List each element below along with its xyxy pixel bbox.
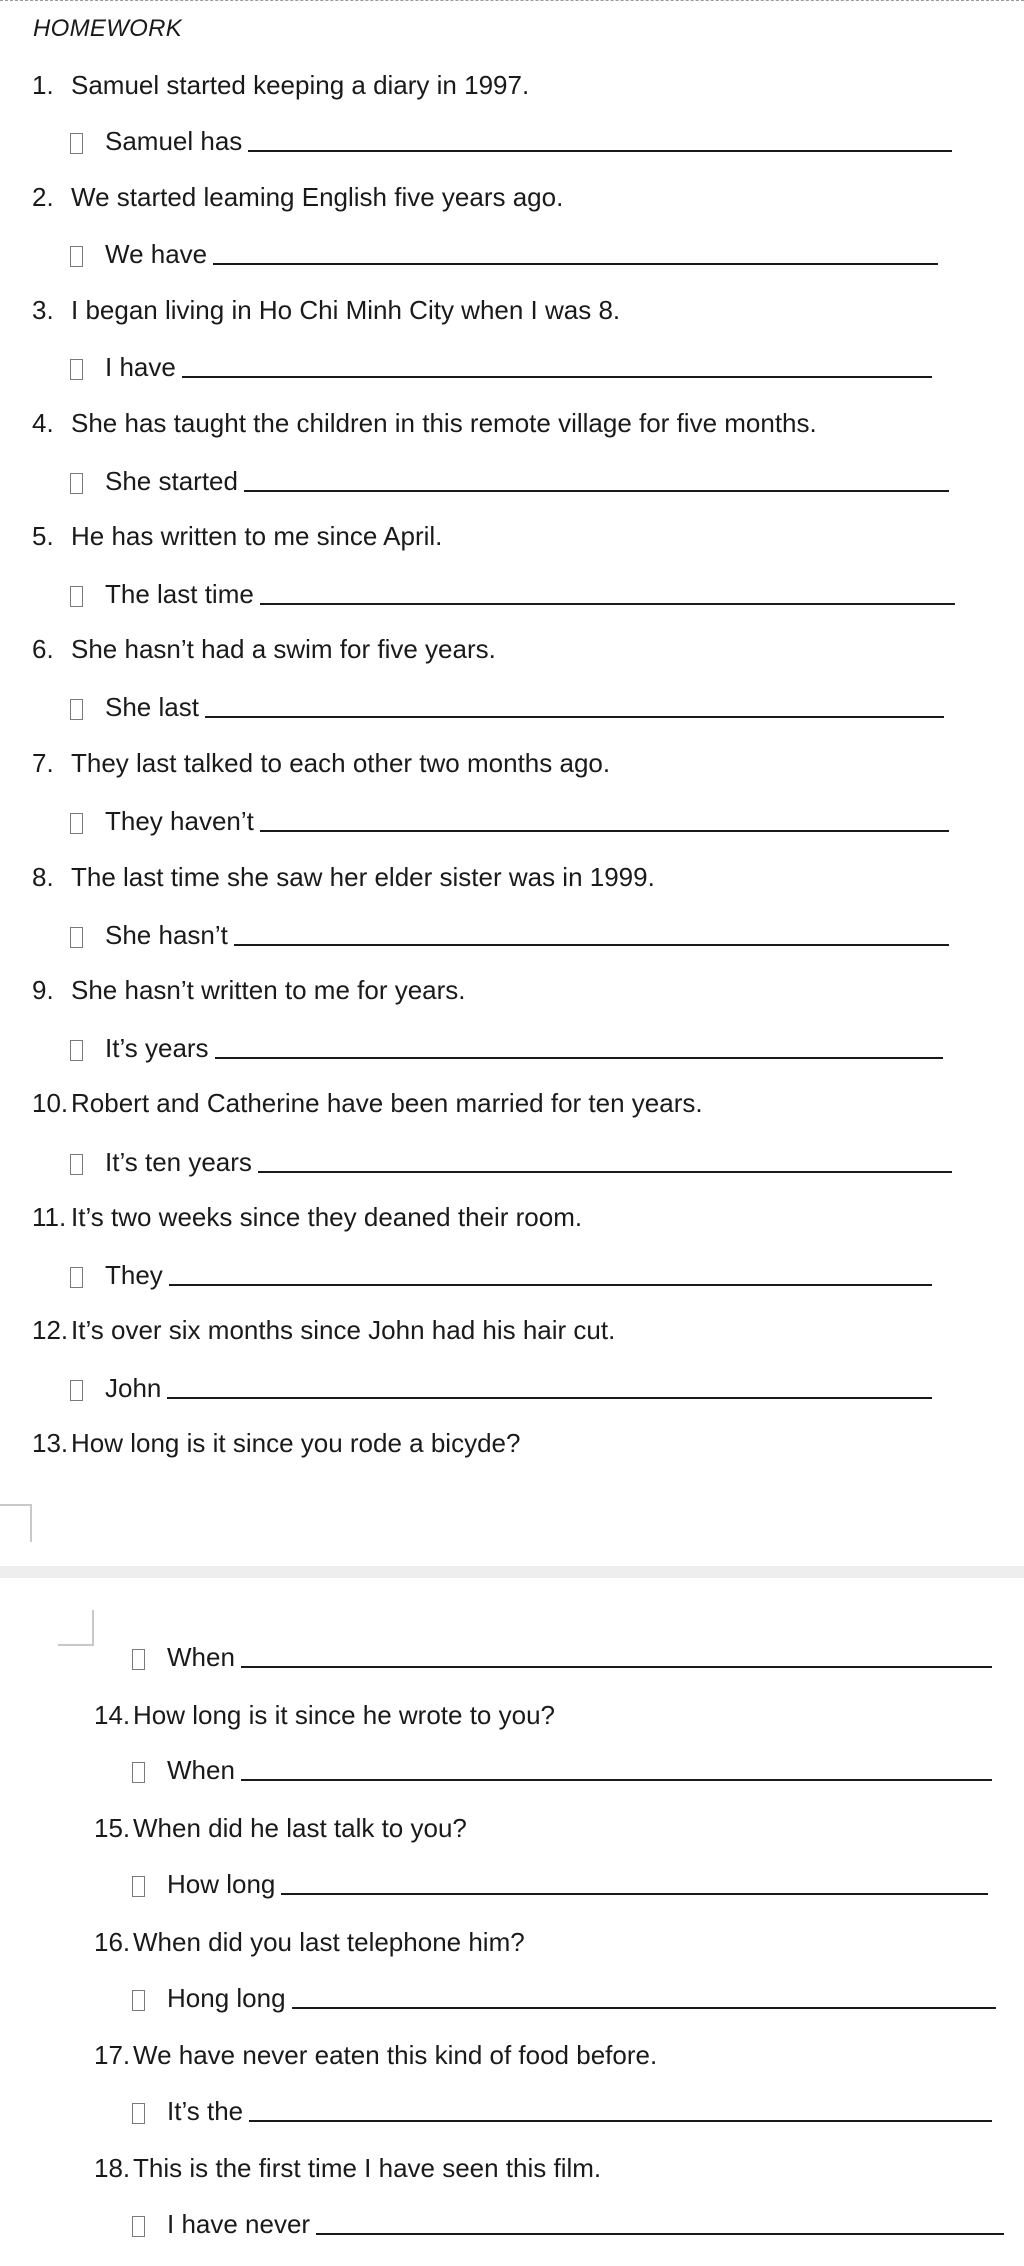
question-number: 17. bbox=[94, 2040, 131, 2070]
answer-row-11 bbox=[70, 1260, 932, 1291]
question-text: Samuel started keeping a diary in 1997. bbox=[71, 70, 530, 100]
question-number: 7. bbox=[32, 748, 54, 778]
answer-row-6 bbox=[70, 692, 944, 723]
answer-row-14 bbox=[132, 1755, 992, 1786]
question-text: When did he last talk to you? bbox=[133, 1813, 467, 1843]
answer-blank-line[interactable] bbox=[260, 602, 955, 605]
question-number: 5. bbox=[32, 521, 54, 551]
question-text: How long is it since you rode a bicyde? bbox=[71, 1428, 521, 1458]
question-number: 9. bbox=[32, 975, 54, 1005]
answer-blank-line[interactable] bbox=[258, 1170, 952, 1173]
checkbox-icon bbox=[70, 1040, 83, 1061]
answer-row-7 bbox=[70, 806, 949, 837]
page-break bbox=[0, 1566, 1024, 1578]
question-10 bbox=[32, 1088, 703, 1119]
checkbox-icon bbox=[70, 586, 83, 607]
question-number: 16. bbox=[94, 1927, 131, 1957]
answer-prompt: The last time bbox=[105, 579, 254, 609]
checkbox-icon bbox=[132, 2103, 145, 2124]
question-text: When did you last telephone him? bbox=[133, 1927, 525, 1957]
question-number: 3. bbox=[32, 295, 54, 325]
question-11 bbox=[32, 1202, 582, 1233]
checkbox-icon bbox=[132, 1876, 145, 1897]
answer-prompt: Hong long bbox=[167, 1983, 286, 2013]
answer-row-15 bbox=[132, 1869, 988, 1900]
question-number: 2. bbox=[32, 182, 54, 212]
question-text: She hasn’t had a swim for five years. bbox=[71, 634, 496, 664]
question-text: They last talked to each other two months ago. bbox=[71, 748, 611, 778]
answer-row-13 bbox=[132, 1642, 992, 1673]
answer-row-10 bbox=[70, 1147, 952, 1178]
question-number: 10. bbox=[32, 1088, 69, 1118]
answer-prompt: John bbox=[105, 1373, 162, 1403]
question-text: We started leaming English five years ago. bbox=[71, 182, 564, 212]
answer-prompt: How long bbox=[167, 1869, 276, 1899]
checkbox-icon bbox=[70, 1267, 83, 1288]
answer-blank-line[interactable] bbox=[205, 715, 944, 718]
answer-blank-line[interactable] bbox=[244, 489, 949, 492]
answer-blank-line[interactable] bbox=[249, 2119, 992, 2122]
answer-row-18 bbox=[132, 2209, 1004, 2240]
question-4 bbox=[32, 408, 817, 439]
question-text: The last time she saw her elder sister was in 1999. bbox=[71, 862, 655, 892]
answer-blank-line[interactable] bbox=[213, 262, 938, 265]
answer-blank-line[interactable] bbox=[292, 2006, 996, 2009]
answer-row-1 bbox=[70, 126, 952, 157]
page-top-border bbox=[0, 0, 1024, 9]
checkbox-icon bbox=[132, 1762, 145, 1783]
answer-blank-line[interactable] bbox=[241, 1665, 992, 1668]
checkbox-icon bbox=[70, 1154, 83, 1175]
answer-blank-line[interactable] bbox=[248, 149, 952, 152]
question-text: He has written to me since April. bbox=[71, 521, 443, 551]
answer-prompt: When bbox=[167, 1642, 235, 1672]
checkbox-icon bbox=[70, 359, 83, 380]
question-number: 13. bbox=[32, 1428, 69, 1458]
answer-row-4 bbox=[70, 466, 949, 497]
answer-prompt: She hasn’t bbox=[105, 920, 228, 950]
answer-blank-line[interactable] bbox=[167, 1396, 932, 1399]
question-text: Robert and Catherine have been married for ten years. bbox=[71, 1088, 703, 1118]
checkbox-icon bbox=[70, 699, 83, 720]
answer-prompt: Samuel has bbox=[105, 126, 243, 156]
checkbox-icon bbox=[70, 133, 83, 154]
question-number: 11. bbox=[32, 1202, 67, 1232]
question-text: It’s two weeks since they deaned their room. bbox=[71, 1202, 583, 1232]
answer-prompt: I have bbox=[105, 352, 176, 382]
question-text: I began living in Ho Chi Minh City when I was 8. bbox=[71, 295, 621, 325]
question-8 bbox=[32, 862, 655, 893]
question-number: 15. bbox=[94, 1813, 131, 1843]
answer-row-8 bbox=[70, 920, 949, 951]
answer-blank-line[interactable] bbox=[169, 1283, 932, 1286]
answer-row-3 bbox=[70, 352, 932, 383]
question-text: She has taught the children in this remote village for five months. bbox=[71, 408, 817, 438]
checkbox-icon bbox=[70, 813, 83, 834]
checkbox-icon bbox=[132, 1990, 145, 2011]
question-2 bbox=[32, 182, 563, 213]
question-number: 18. bbox=[94, 2153, 131, 2183]
answer-prompt: I have never bbox=[167, 2209, 311, 2239]
checkbox-icon bbox=[70, 473, 83, 494]
answer-prompt: She last bbox=[105, 692, 199, 722]
answer-row-17 bbox=[132, 2096, 992, 2127]
question-13 bbox=[32, 1428, 520, 1459]
question-text: We have never eaten this kind of food before. bbox=[133, 2040, 658, 2070]
answer-row-5 bbox=[70, 579, 955, 610]
question-text: How long is it since he wrote to you? bbox=[133, 1700, 555, 1730]
checkbox-icon bbox=[70, 1380, 83, 1401]
question-text: This is the first time I have seen this film. bbox=[133, 2153, 602, 2183]
answer-prompt: It’s years bbox=[105, 1033, 209, 1063]
answer-blank-line[interactable] bbox=[234, 943, 949, 946]
question-number: 4. bbox=[32, 408, 54, 438]
answer-prompt: She started bbox=[105, 466, 238, 496]
answer-blank-line[interactable] bbox=[241, 1778, 992, 1781]
question-6 bbox=[32, 634, 496, 665]
question-7 bbox=[32, 748, 610, 779]
answer-prompt: When bbox=[167, 1755, 235, 1785]
question-number: 12. bbox=[32, 1315, 69, 1345]
checkbox-icon bbox=[132, 2216, 145, 2237]
question-5 bbox=[32, 521, 442, 552]
answer-blank-line[interactable] bbox=[316, 2232, 1004, 2235]
question-number: 8. bbox=[32, 862, 54, 892]
answer-prompt: We have bbox=[105, 239, 208, 269]
question-17 bbox=[94, 2040, 657, 2071]
answer-prompt: It’s ten years bbox=[105, 1147, 252, 1177]
question-3 bbox=[32, 295, 620, 326]
answer-prompt: They haven’t bbox=[105, 806, 254, 836]
answer-blank-line[interactable] bbox=[281, 1892, 988, 1895]
question-9 bbox=[32, 975, 466, 1006]
question-15 bbox=[94, 1813, 467, 1844]
question-number: 6. bbox=[32, 634, 54, 664]
answer-row-9 bbox=[70, 1033, 943, 1064]
answer-blank-line[interactable] bbox=[260, 829, 949, 832]
answer-row-16 bbox=[132, 1983, 996, 2014]
question-1 bbox=[32, 70, 529, 101]
question-text: It’s over six months since John had his hair cut. bbox=[71, 1315, 616, 1345]
checkbox-icon bbox=[132, 1649, 145, 1670]
question-text: She hasn’t written to me for years. bbox=[71, 975, 466, 1005]
question-12 bbox=[32, 1315, 615, 1346]
answer-blank-line[interactable] bbox=[215, 1056, 943, 1059]
question-16 bbox=[94, 1927, 525, 1958]
question-number: 1. bbox=[32, 70, 54, 100]
question-18 bbox=[94, 2153, 601, 2184]
checkbox-icon bbox=[70, 927, 83, 948]
page-corner-mark bbox=[0, 1504, 32, 1542]
checkbox-icon bbox=[70, 246, 83, 267]
answer-blank-line[interactable] bbox=[182, 375, 932, 378]
question-number: 14. bbox=[94, 1700, 131, 1730]
page-corner-mark bbox=[58, 1610, 94, 1646]
page-title: HOMEWORK bbox=[33, 15, 183, 42]
question-14 bbox=[94, 1700, 555, 1731]
answer-row-12 bbox=[70, 1373, 932, 1404]
answer-row-2 bbox=[70, 239, 938, 270]
answer-prompt: They bbox=[105, 1260, 163, 1290]
answer-prompt: It’s the bbox=[167, 2096, 244, 2126]
